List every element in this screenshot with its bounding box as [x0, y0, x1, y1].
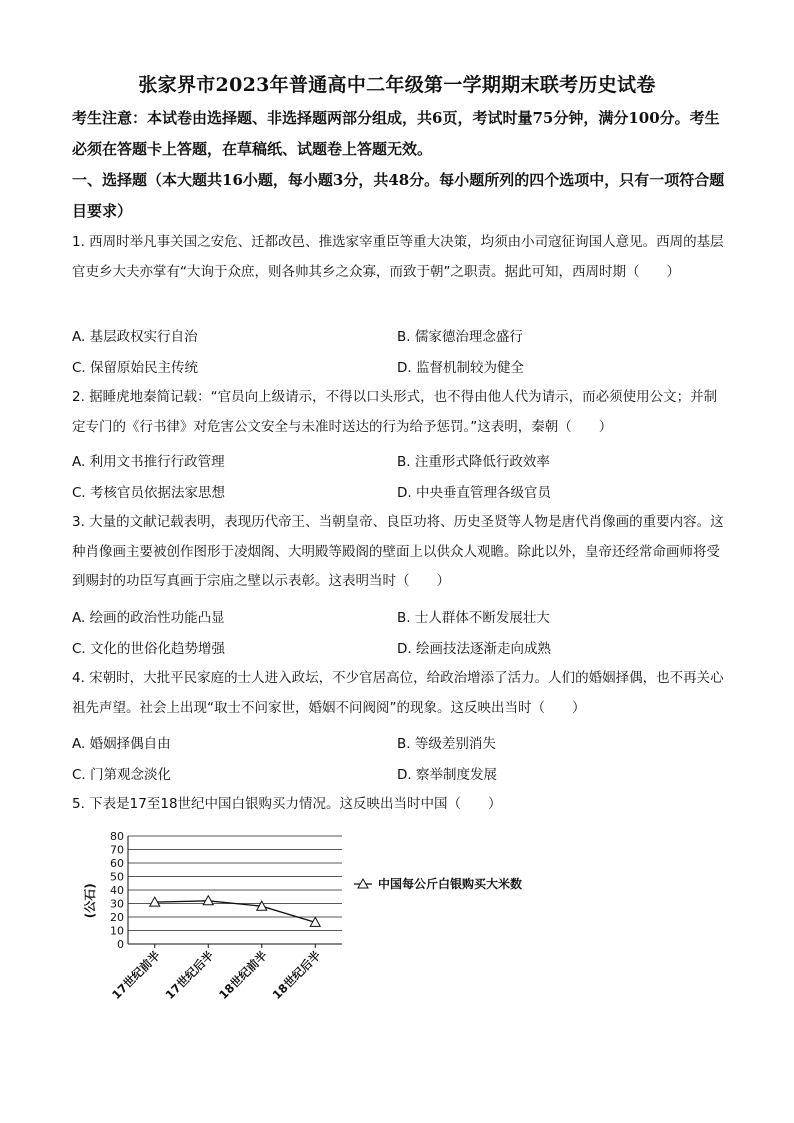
question-4-option-d: D. 察举制度发展 [397, 767, 497, 783]
section-heading: 一、选择题（本大题共16小题，每小题3分，共48分。每小题所列的四个选项中，只有一项符合题目要求） [72, 171, 725, 220]
page-title: 张家界市2023年普通高中二年级第一学期期末联考历史试卷 [138, 74, 656, 96]
y-tick-label: 30 [110, 897, 124, 911]
y-tick-labels [110, 830, 124, 951]
chart-grid [128, 836, 342, 931]
question-2-option-c: C. 考核官员依据法家思想 [72, 485, 226, 501]
silver-purchasing-power-chart [72, 828, 632, 1033]
chart-axes [128, 836, 342, 948]
question-3-stem: 3. 大量的文献记载表明，表现历代帝王、当朝皇帝、良臣功将、历史圣贤等人物是唐代肖像画的重要内容。这种肖像画主要被创作图形于凌烟阁、大明殿等殿阁的壁面上以供众人观瞻。除此以外，皇帝还经常命画师将受到赐封的功臣写真画于宗庙之壁以示表彰。这表明当时（ ） [72, 514, 724, 589]
question-1-option-a: A. 基层政权实行自治 [72, 329, 198, 345]
question-3-option-b: B. 士人群体不断发展壮大 [397, 610, 550, 626]
y-tick-label: 10 [110, 924, 124, 938]
question-1-option-b: B. 儒家德治理念盛行 [397, 329, 523, 345]
x-tick-label: 17世纪前半 [109, 948, 163, 1002]
question-3-option-a: A. 绘画的政治性功能凸显 [72, 610, 225, 626]
chart-series [150, 896, 321, 927]
y-tick-label: 20 [110, 911, 124, 924]
chart-legend [354, 876, 522, 891]
y-tick-label: 50 [110, 870, 124, 884]
y-tick-label: 0 [117, 938, 124, 951]
legend-label: 中国每公斤白银购买大米数 [378, 877, 523, 891]
y-tick-label: 60 [110, 857, 124, 870]
question-4-option-a: A. 婚姻择偶自由 [72, 736, 171, 752]
question-3-option-d: D. 绘画技法逐渐走向成熟 [397, 641, 551, 657]
question-4-option-c: C. 门第观念淡化 [72, 767, 172, 783]
question-4-option-b: B. 等级差别消失 [397, 736, 496, 752]
y-tick-label: 70 [110, 843, 124, 857]
question-1-stem: 1. 西周时举凡事关国之安危、迁都改邑、推选家宰重臣等重大决策，均须由小司寇征询国人意见。西周的基层官吏乡大夫亦掌有“大询于众庶，则各帅其乡之众寡，而致于朝”之职责。据此可知，西周时期（ ） [72, 234, 724, 280]
x-tick-label: 18世纪后半 [269, 948, 324, 1002]
question-3-option-c: C. 文化的世俗化趋势增强 [72, 641, 226, 657]
x-tick-label: 18世纪前半 [216, 948, 270, 1002]
x-tick-labels [109, 948, 324, 1002]
question-2-option-b: B. 注重形式降低行政效率 [397, 454, 550, 470]
question-2-stem: 2. 据睡虎地秦简记载：“官员向上级请示，不得以口头形式，也不得由他人代为请示，而必须使用公文；并制定专门的《行书律》对危害公文安全与未准时送达的行为给予惩罚。”这表明，秦朝（ ） [72, 389, 718, 435]
question-1-option-c: C. 保留原始民主传统 [72, 360, 199, 376]
y-axis-label: (公石) [83, 883, 97, 919]
question-5-stem: 5. 下表是17至18世纪中国白银购买力情况。这反映出当时中国（ ） [72, 796, 502, 812]
y-tick-label: 40 [110, 884, 124, 897]
question-2-option-a: A. 利用文书推行行政管理 [72, 454, 225, 470]
series-line [155, 901, 316, 923]
x-tick-label: 17世纪后半 [162, 948, 217, 1002]
question-2-option-d: D. 中央垂直管理各级官员 [397, 485, 551, 501]
question-1-option-d: D. 监督机制较为健全 [397, 360, 524, 376]
y-tick-label: 80 [110, 830, 124, 843]
exam-notice: 考生注意：本试卷由选择题、非选择题两部分组成，共6页，考试时量75分钟，满分100分。考生必须在答题卡上答题，在草稿纸、试题卷上答题无效。 [72, 109, 720, 158]
question-4-stem: 4. 宋朝时，大批平民家庭的士人进入政坛，不少官居高位，给政治增添了活力。人们的婚姻择偶，也不再关心祖先声望。社会上出现“取士不问家世，婚姻不问阀阅”的现象。这反映出当时（ ） [72, 670, 724, 716]
